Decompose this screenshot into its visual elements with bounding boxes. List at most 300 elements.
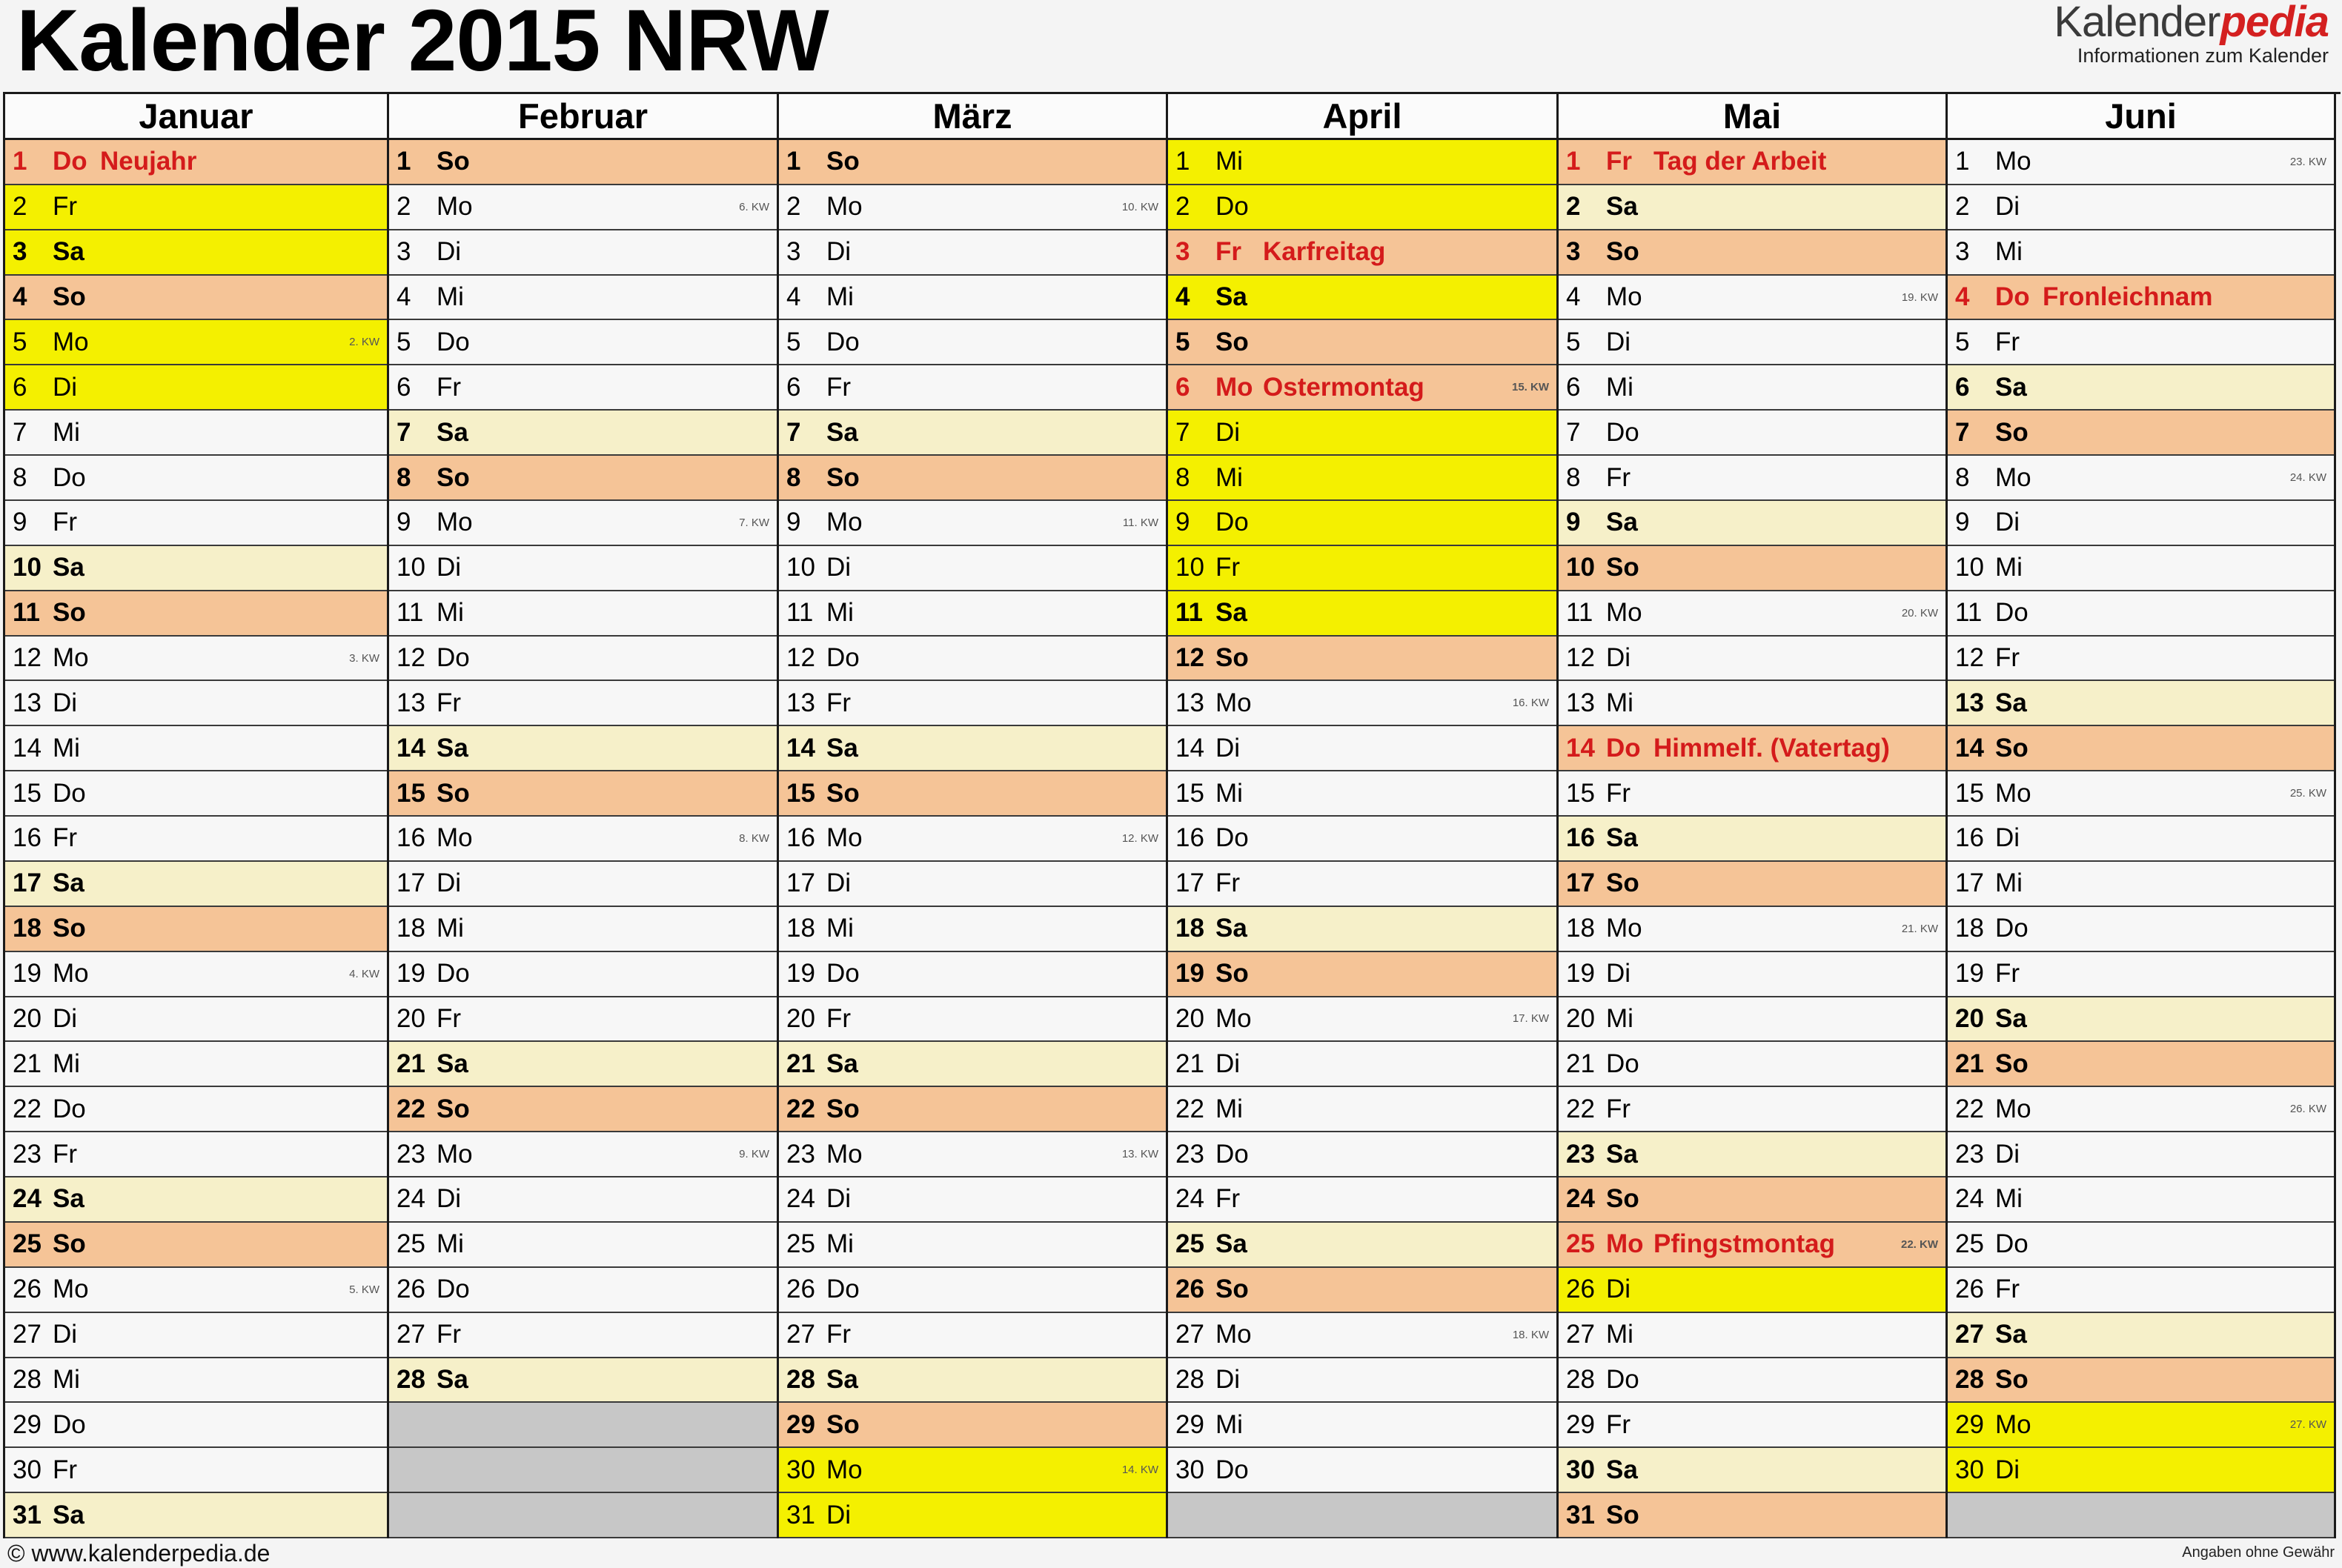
week-number: 15. KW	[1511, 381, 1549, 394]
day-number: 9	[1566, 508, 1581, 537]
day-number: 8	[1566, 462, 1581, 492]
day-number: 18	[397, 914, 425, 943]
day-cell	[1168, 1313, 1556, 1358]
day-number: 22	[13, 1094, 42, 1123]
day-cell	[779, 546, 1166, 591]
weekday: Mo	[1606, 914, 1642, 943]
day-cell	[5, 1268, 387, 1313]
weekday: Mi	[1606, 1320, 1633, 1349]
weekday: Di	[437, 553, 462, 582]
day-cell	[779, 411, 1166, 456]
day-cell	[1559, 1493, 1945, 1538]
day-cell	[389, 230, 777, 276]
weekday: Mi	[1215, 1409, 1243, 1439]
weekday: Do	[437, 643, 470, 672]
week-number: 16. KW	[1512, 697, 1549, 710]
weekday: Mo	[53, 959, 89, 989]
weekday: Di	[1995, 508, 2020, 537]
day-cell	[389, 726, 777, 771]
day-cell	[1948, 230, 2334, 276]
day-cell	[779, 185, 1166, 230]
empty-day-cell	[389, 1448, 777, 1493]
day-cell	[1559, 365, 1945, 411]
day-cell	[1559, 1132, 1945, 1177]
week-number: 8. KW	[739, 831, 769, 845]
day-number: 5	[1175, 327, 1190, 356]
day-cell	[1948, 771, 2334, 817]
day-number: 17	[397, 868, 425, 898]
weekday: Mo	[53, 327, 89, 356]
day-cell	[779, 817, 1166, 862]
logo-brand-part1: Kalender	[2054, 0, 2220, 46]
day-cell	[779, 1223, 1166, 1268]
day-number: 24	[1566, 1184, 1595, 1214]
day-number: 25	[1955, 1229, 1984, 1259]
weekday: So	[1995, 733, 2028, 763]
day-cell	[779, 365, 1166, 411]
weekday: Do	[1606, 417, 1639, 447]
day-number: 17	[1955, 868, 1984, 898]
day-cell	[1559, 1313, 1945, 1358]
weekday: Fr	[1995, 643, 2020, 672]
weekday: Sa	[1606, 508, 1638, 537]
day-cell	[1559, 320, 1945, 365]
day-number: 17	[1175, 868, 1204, 898]
day-cell	[1168, 907, 1556, 952]
weekday: So	[1606, 1184, 1639, 1214]
day-cell	[1168, 411, 1556, 456]
day-cell	[389, 185, 777, 230]
day-number: 13	[786, 688, 815, 717]
day-number: 30	[1955, 1455, 1984, 1484]
day-number: 30	[786, 1455, 815, 1484]
day-cell	[5, 230, 387, 276]
holiday-cell	[1168, 230, 1556, 276]
weekday: Mo	[437, 508, 473, 537]
holiday-name: Pfingstmontag	[1653, 1229, 1835, 1259]
weekday: Fr	[53, 192, 78, 222]
day-cell	[5, 1403, 387, 1448]
footer-website[interactable]: © www.kalenderpedia.de	[7, 1540, 271, 1567]
day-cell	[779, 1448, 1166, 1493]
day-cell	[389, 637, 777, 682]
day-number: 22	[1955, 1094, 1984, 1123]
day-number: 5	[397, 327, 411, 356]
day-cell	[1168, 817, 1556, 862]
day-number: 8	[13, 462, 27, 492]
weekday: Mi	[1995, 553, 2023, 582]
day-number: 22	[786, 1094, 815, 1123]
day-number: 16	[397, 823, 425, 853]
weekday: Fr	[1215, 1184, 1241, 1214]
day-number: 4	[1175, 282, 1190, 312]
weekday: Di	[1215, 1364, 1241, 1394]
day-cell	[1948, 1177, 2334, 1223]
day-cell	[1948, 1403, 2334, 1448]
day-number: 23	[13, 1139, 42, 1169]
day-number: 18	[1566, 914, 1595, 943]
month-column	[1168, 94, 1559, 1538]
holiday-name: Tag der Arbeit	[1653, 147, 1827, 176]
day-cell	[1948, 591, 2334, 637]
day-number: 4	[1566, 282, 1581, 312]
day-cell	[1948, 365, 2334, 411]
weekday: Fr	[826, 372, 852, 402]
day-number: 4	[397, 282, 411, 312]
day-number: 30	[13, 1455, 42, 1484]
weekday: Fr	[53, 508, 78, 537]
day-number: 20	[13, 1003, 42, 1033]
day-cell	[779, 501, 1166, 546]
weekday: Do	[1606, 1364, 1639, 1394]
week-number: 11. KW	[1122, 516, 1158, 529]
day-number: 2	[786, 192, 801, 222]
day-cell	[5, 637, 387, 682]
weekday: So	[826, 1409, 860, 1439]
weekday: Do	[1606, 1049, 1639, 1078]
day-cell	[5, 1358, 387, 1403]
weekday: Fr	[1606, 778, 1631, 808]
month-column	[5, 94, 389, 1538]
logo-tagline: Informationen zum Kalender	[2077, 44, 2329, 67]
day-number: 26	[1566, 1275, 1595, 1304]
day-cell	[1168, 681, 1556, 726]
weekday: Fr	[1995, 1275, 2020, 1304]
day-cell	[1948, 952, 2334, 997]
day-cell	[1559, 501, 1945, 546]
weekday: Sa	[826, 1049, 858, 1078]
day-cell	[1948, 1132, 2334, 1177]
weekday: Mi	[1606, 688, 1633, 717]
day-number: 26	[1955, 1275, 1984, 1304]
day-cell	[1948, 1223, 2334, 1268]
weekday: Mi	[826, 1229, 854, 1259]
day-cell	[1168, 1358, 1556, 1403]
day-cell	[389, 501, 777, 546]
day-cell	[389, 591, 777, 637]
day-cell	[1948, 1313, 2334, 1358]
weekday: Mi	[1995, 868, 2023, 898]
weekday: Do	[1995, 1229, 2028, 1259]
weekday: Fr	[826, 1003, 852, 1033]
day-number: 12	[1175, 643, 1204, 672]
day-cell	[779, 1177, 1166, 1223]
day-cell	[1559, 681, 1945, 726]
day-number: 8	[786, 462, 801, 492]
day-number: 28	[1955, 1364, 1984, 1394]
day-cell	[389, 320, 777, 365]
day-cell	[1168, 276, 1556, 321]
day-cell	[1559, 862, 1945, 907]
weekday: Mo	[826, 1139, 863, 1169]
day-cell	[1168, 1403, 1556, 1448]
weekday: Do	[53, 462, 86, 492]
day-cell	[389, 817, 777, 862]
day-number: 25	[1566, 1229, 1595, 1259]
day-number: 16	[13, 823, 42, 853]
weekday: Mi	[826, 598, 854, 628]
day-number: 24	[1175, 1184, 1204, 1214]
weekday: Di	[1606, 327, 1631, 356]
day-number: 13	[13, 688, 42, 717]
day-number: 19	[1175, 959, 1204, 989]
weekday: Di	[1215, 1049, 1241, 1078]
weekday: Mo	[826, 508, 863, 537]
day-number: 10	[1175, 553, 1204, 582]
day-number: 17	[1566, 868, 1595, 898]
day-number: 15	[1566, 778, 1595, 808]
day-cell	[1559, 907, 1945, 952]
day-cell	[779, 1313, 1166, 1358]
day-cell	[1948, 320, 2334, 365]
day-cell	[1168, 862, 1556, 907]
day-cell	[1948, 411, 2334, 456]
day-cell	[779, 952, 1166, 997]
weekday: Mo	[1215, 688, 1252, 717]
weekday: So	[1215, 327, 1249, 356]
weekday: Fr	[53, 1455, 78, 1484]
day-number: 4	[1955, 282, 1970, 312]
day-number: 2	[1175, 192, 1190, 222]
weekday: So	[826, 1094, 860, 1123]
day-number: 14	[13, 733, 42, 763]
weekday: Do	[1215, 823, 1249, 853]
day-number: 28	[1566, 1364, 1595, 1394]
day-cell	[1168, 140, 1556, 185]
day-number: 14	[1955, 733, 1984, 763]
day-cell	[1948, 1042, 2334, 1087]
day-number: 2	[397, 192, 411, 222]
weekday: Di	[1215, 417, 1241, 447]
day-number: 26	[786, 1275, 815, 1304]
week-number: 3. KW	[349, 651, 379, 665]
day-number: 5	[1566, 327, 1581, 356]
weekday: Mi	[437, 282, 464, 312]
weekday: Di	[1215, 733, 1241, 763]
day-cell	[1948, 1358, 2334, 1403]
day-cell	[5, 501, 387, 546]
month-header: März	[779, 94, 1166, 140]
weekday: Mo	[437, 823, 473, 853]
weekday: Mi	[826, 282, 854, 312]
day-number: 9	[397, 508, 411, 537]
weekday: Di	[826, 868, 852, 898]
day-number: 3	[786, 237, 801, 267]
day-number: 20	[1955, 1003, 1984, 1033]
day-number: 5	[786, 327, 801, 356]
week-number: 14. KW	[1121, 1464, 1158, 1477]
month-header: April	[1168, 94, 1556, 140]
weekday: Do	[437, 1275, 470, 1304]
day-cell	[1948, 185, 2334, 230]
day-cell	[779, 230, 1166, 276]
day-number: 15	[1175, 778, 1204, 808]
weekday: So	[53, 1229, 86, 1259]
weekday: Fr	[437, 1003, 462, 1033]
day-number: 11	[397, 598, 424, 628]
holiday-cell	[1559, 1223, 1945, 1268]
weekday: Mo	[437, 192, 473, 222]
weekday: Mi	[1215, 462, 1243, 492]
weekday: Sa	[1606, 823, 1638, 853]
week-number: 10. KW	[1121, 200, 1158, 213]
day-cell	[779, 681, 1166, 726]
month-days	[779, 140, 1166, 1538]
day-number: 12	[1955, 643, 1984, 672]
week-number: 24. KW	[2289, 471, 2326, 485]
day-cell	[779, 771, 1166, 817]
empty-day-cell	[389, 1403, 777, 1448]
day-cell	[1559, 1177, 1945, 1223]
day-cell	[389, 907, 777, 952]
day-cell	[1168, 1448, 1556, 1493]
day-cell	[389, 456, 777, 501]
weekday: Mo	[1215, 1320, 1252, 1349]
day-cell	[389, 1223, 777, 1268]
month-header: Juni	[1948, 94, 2334, 140]
weekday: Mo	[1995, 1409, 2031, 1439]
weekday: Sa	[53, 237, 84, 267]
day-cell	[1559, 1042, 1945, 1087]
day-cell	[1168, 185, 1556, 230]
day-cell	[5, 276, 387, 321]
weekday: So	[826, 147, 860, 176]
day-cell	[389, 1177, 777, 1223]
weekday: Do	[53, 778, 86, 808]
weekday: Sa	[1215, 1229, 1247, 1259]
day-number: 24	[13, 1184, 42, 1214]
day-number: 14	[1175, 733, 1204, 763]
weekday: Di	[53, 1320, 78, 1349]
footer-disclaimer: Angaben ohne Gewähr	[2182, 1544, 2335, 1561]
day-number: 23	[786, 1139, 815, 1169]
weekday: So	[1215, 1275, 1249, 1304]
weekday: Do	[53, 147, 87, 176]
weekday: So	[53, 598, 86, 628]
weekday: Sa	[1995, 1003, 2027, 1033]
weekday: Do	[437, 327, 470, 356]
weekday: So	[1995, 417, 2028, 447]
day-number: 29	[1566, 1409, 1595, 1439]
day-number: 27	[397, 1320, 425, 1349]
day-cell	[779, 862, 1166, 907]
day-cell	[389, 1132, 777, 1177]
day-cell	[1559, 637, 1945, 682]
day-number: 2	[13, 192, 27, 222]
day-cell	[389, 276, 777, 321]
day-number: 11	[786, 598, 814, 628]
day-cell	[1168, 320, 1556, 365]
day-number: 29	[1955, 1409, 1984, 1439]
weekday: So	[437, 462, 470, 492]
day-number: 18	[13, 914, 42, 943]
day-number: 12	[786, 643, 815, 672]
holiday-cell	[5, 140, 387, 185]
weekday: Sa	[437, 1049, 468, 1078]
day-number: 21	[1175, 1049, 1204, 1078]
day-cell	[1559, 456, 1945, 501]
empty-day-cell	[1948, 1493, 2334, 1538]
day-number: 24	[786, 1184, 815, 1214]
day-number: 16	[786, 823, 815, 853]
day-number: 15	[397, 778, 425, 808]
day-cell	[1559, 591, 1945, 637]
day-number: 3	[1566, 237, 1581, 267]
day-cell	[5, 1223, 387, 1268]
day-number: 15	[786, 778, 815, 808]
day-number: 4	[13, 282, 27, 312]
day-cell	[1948, 726, 2334, 771]
weekday: Do	[826, 327, 860, 356]
day-cell	[1948, 997, 2334, 1043]
weekday: So	[1215, 643, 1249, 672]
weekday: Di	[437, 237, 462, 267]
day-cell	[1168, 546, 1556, 591]
weekday: So	[1606, 553, 1639, 582]
week-number: 22. KW	[1900, 1238, 1938, 1251]
day-cell	[1559, 1358, 1945, 1403]
kalenderpedia-logo[interactable]	[2054, 0, 2329, 67]
weekday: Fr	[826, 1320, 852, 1349]
day-number: 16	[1566, 823, 1595, 853]
day-number: 28	[397, 1364, 425, 1394]
day-number: 16	[1955, 823, 1984, 853]
day-number: 7	[1175, 417, 1190, 447]
day-number: 24	[1955, 1184, 1984, 1214]
day-number: 6	[1955, 372, 1970, 402]
day-number: 23	[1566, 1139, 1595, 1169]
day-number: 31	[1566, 1500, 1595, 1529]
weekday: So	[1606, 1500, 1639, 1529]
day-cell	[5, 997, 387, 1043]
day-number: 26	[1175, 1275, 1204, 1304]
day-number: 15	[1955, 778, 1984, 808]
day-cell	[5, 952, 387, 997]
day-cell	[389, 365, 777, 411]
day-cell	[1948, 907, 2334, 952]
month-column	[389, 94, 779, 1538]
weekday: Di	[437, 1184, 462, 1214]
weekday: Di	[1606, 959, 1631, 989]
week-number: 12. KW	[1121, 831, 1158, 845]
day-cell	[5, 1087, 387, 1132]
day-cell	[1168, 637, 1556, 682]
day-cell	[779, 997, 1166, 1043]
day-cell	[1948, 817, 2334, 862]
weekday: Fr	[53, 1139, 78, 1169]
day-number: 21	[786, 1049, 815, 1078]
day-number: 24	[397, 1184, 425, 1214]
day-number: 23	[1955, 1139, 1984, 1169]
day-number: 4	[786, 282, 801, 312]
day-number: 6	[786, 372, 801, 402]
weekday: Di	[826, 1184, 852, 1214]
week-number: 20. KW	[1901, 606, 1938, 619]
day-cell	[1559, 1268, 1945, 1313]
day-cell	[1948, 501, 2334, 546]
day-number: 13	[397, 688, 425, 717]
weekday: Fr	[1215, 553, 1241, 582]
weekday: So	[437, 778, 470, 808]
day-number: 9	[1175, 508, 1190, 537]
month-column	[1948, 94, 2336, 1538]
day-number: 7	[397, 417, 411, 447]
holiday-name: Fronleichnam	[2043, 282, 2213, 312]
holiday-name: Himmelf. (Vatertag)	[1653, 733, 1890, 763]
weekday: Fr	[1215, 868, 1241, 898]
day-cell	[779, 1403, 1166, 1448]
day-cell	[389, 1042, 777, 1087]
